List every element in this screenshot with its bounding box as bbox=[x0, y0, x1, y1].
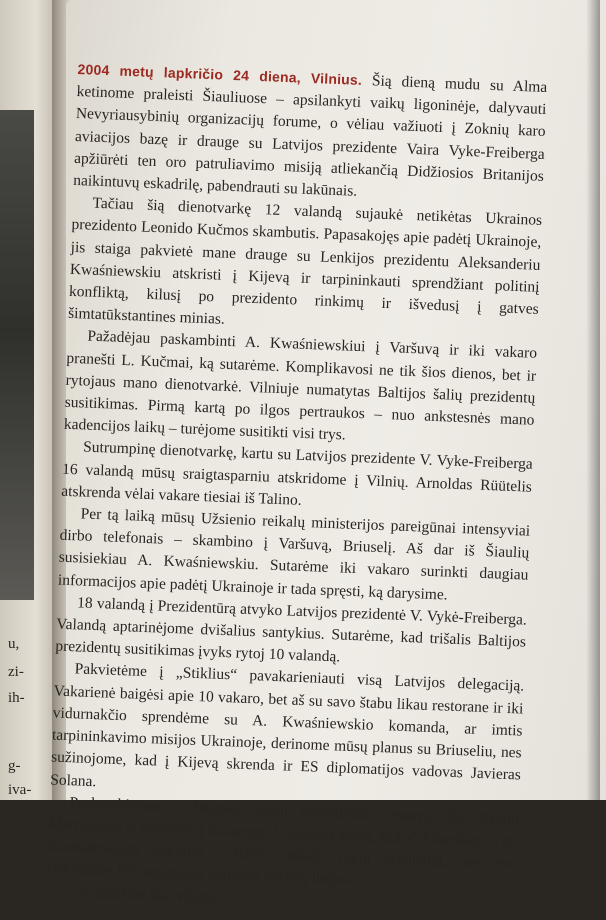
paragraph: Sutrumpinę dienotvarkę, kartu su Latvijos prezidente V. Vyke-Freiberga 16 valandą mūsų sraigtasparniu atskridome į Vilnių. Arnoldas Rüütelis atskrenda vėlai vakare tiesiai iš Talino. bbox=[61, 438, 534, 509]
paragraph-text: Šią dieną mudu su Alma ketinome praleisti Šiauliuose – apsilankyti vaikų ligoninėje, dalyvauti Nevyriausybinių organizacijų forume, o vėliau važiuoti į Zoknių karo aviacijos bazę ir drauge su Latvijos prezidente Vaira Vyke-Freiberga apžiūrėti ten oro patruliavimo misiją atliekančią Didžiosios Britanijos naikintuvų eskadrilę, pabendrauti su lakūnais. bbox=[72, 71, 548, 200]
left-page-fragment: ih- bbox=[8, 690, 25, 706]
left-page-photo bbox=[0, 110, 34, 600]
left-page-fragment: u, bbox=[8, 636, 20, 652]
left-page bbox=[0, 0, 60, 800]
paragraph bbox=[73, 58, 548, 210]
left-page-fragment: zi- bbox=[8, 664, 24, 680]
paragraph: Pažadėjau paskambinti A. Kwaśniewskiui į Varšuvą ir iki vakaro pranešti L. Kučmai, ką sutarėme. Komplikavosi ne tik šios dienos, bet ir rytojaus mano dienotvarkė. Vilniuje numatytas Baltijos šalių prezidentų susitikimas. Pirmą kartą po ilgos pertraukos – nuo ankstesnės mano kadencijos laikų – turėjome susitikti visi trys. bbox=[63, 328, 538, 444]
paragraph: Per tą laiką mūsų Užsienio reikalų ministerijos pareigūnai intensyviai dirbo telefonais – skambino į Varšuvą, Briuselį. Aš dar iš Šiaulių susisiekiau A. Kwaśniewskiu. Sutarėme iki vakaro surinkti daugiau informacijos apie padėtį Ukrainoje ir tada spręsti, ką darysime. bbox=[57, 505, 531, 604]
left-page-fragment: g- bbox=[8, 758, 21, 774]
paragraph: Tačiau šią dienotvarkę 12 valandą sujaukė netikėtas Ukrainos prezidento Leonido Kučmos skambutis. Papasakojęs apie padėtį Ukrainoje, jis staiga pakvietė mane drauge su Lenkijos prezidentu Aleksanderiu Kwaśniewskiu atskristi į Kijevą ir tarpininkauti sprendžiant politinį konfliktą, kilusį po prezidento rinkimų ir išvedusį į gatves šimtatūkstantines minias. bbox=[67, 194, 543, 329]
page-edge-shadow bbox=[586, 0, 600, 800]
dateline: 2004 metų lapkričio 24 diena, Vilnius. bbox=[77, 60, 363, 88]
paragraph: ... ir užrašiau šias eilutes. bbox=[65, 882, 223, 906]
paragraph: Pakvietėme į „Stiklius“ pavakarieniauti visą Latvijos delegaciją. Vakarienė baigėsi apie 10 vakaro, bet aš su savo štabu likau restorane ir iki vidurnakčio sprendėme su A. Kwaśniewskio komanda, ar imtis tarpininkavimo misijos Ukrainoje, derinome mūsų planus su Briuseliu, nes sužinojome, kad į Kijevą skrenda ir ES diplomatijos vadovas Javieras Solana. bbox=[49, 660, 525, 790]
paragraph: Paskambinome į Briuselį mūsų nuolatiniam atstovui ES Ryčiui Martikoniui ir prašėme jį nuraminti J. Solanos štabą, kad V. Adamkaus ir A. Kwaśniewskio vykimas į Kijevą nekels jokių problemų, nes mes laikysimės ES numatytos politinės derybų linijos. bbox=[46, 793, 520, 889]
left-page-fragment: iva- bbox=[8, 782, 32, 798]
paragraph: 18 valandą į Prezidentūrą atvyko Latvijos prezidentė V. Vykė-Freiberga. Valandą aptarinėjome dvišalius santykius. Sutarėme, kad trišalis Baltijos prezidentų susitikimas įvyks rytoj 10 valandą. bbox=[55, 594, 528, 666]
article-body bbox=[46, 58, 548, 920]
